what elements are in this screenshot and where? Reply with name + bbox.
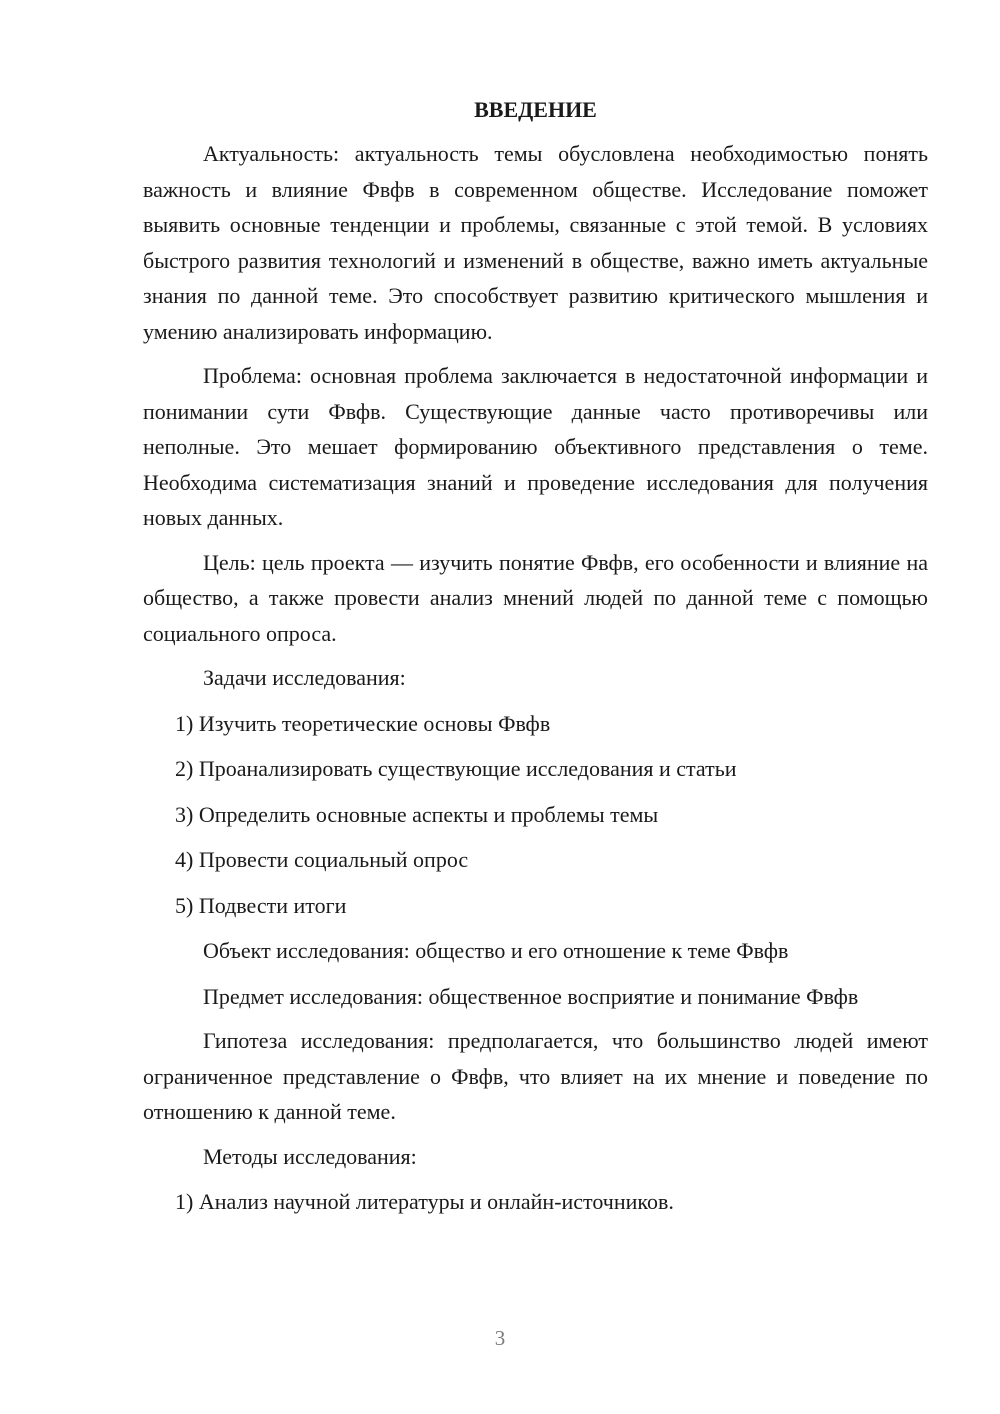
tasks-heading: Задачи исследования: — [203, 665, 406, 690]
task-item-3: 3) Определить основные аспекты и проблемы темы — [175, 801, 659, 827]
research-hypothesis: Гипотеза исследования: предполагается, что большинство людей имеют ограниченное представление о Фвфв, что влияет на их мнение и поведение по отношению к данной теме. — [143, 1028, 928, 1124]
research-subject: Предмет исследования: общественное восприятие и понимание Фвфв — [203, 983, 859, 1009]
relevance-paragraph: Актуальность: актуальность темы обусловлена необходимостью понять важность и влияние Фвфв в современном обществе. Исследование поможет выявить основные тенденции и проблемы, связанные с этой темой. В условиях быстрого развития технологий и изменений в обществе, важно иметь актуальные знания по данной теме. Это способствует развитию критического мышления и умению анализировать информацию. — [143, 141, 928, 344]
problem-paragraph: Проблема: основная проблема заключается в недостаточной информации и понимании сути Фвфв. Существующие данные часто противоречивы или неполные. Это мешает формированию объективного представления о теме. Необходима систематизация знаний и проведение исследования для получения новых данных. — [143, 363, 928, 530]
task-item-1: 1) Изучить теоретические основы Фвфв — [175, 710, 551, 736]
section-title: ВВЕДЕНИЕ — [474, 97, 597, 122]
task-item-2: 2) Проанализировать существующие исследования и статьи — [175, 756, 737, 781]
goal-paragraph: Цель: цель проекта — изучить понятие Фвфв, его особенности и влияние на общество, а также провести анализ мнений людей по данной теме с помощью социального опроса. — [143, 549, 928, 646]
document-page — [143, 92, 928, 1230]
task-item-5: 5) Подвести итоги — [175, 892, 347, 918]
method-item-1: 1) Анализ научной литературы и онлайн-источников. — [175, 1189, 674, 1214]
page-number: 3 — [494, 1326, 506, 1350]
task-item-4: 4) Провести социальный опрос — [175, 847, 469, 872]
research-object: Объект исследования: общество и его отношение к теме Фвфв — [203, 938, 789, 963]
methods-heading: Методы исследования: — [203, 1143, 417, 1169]
